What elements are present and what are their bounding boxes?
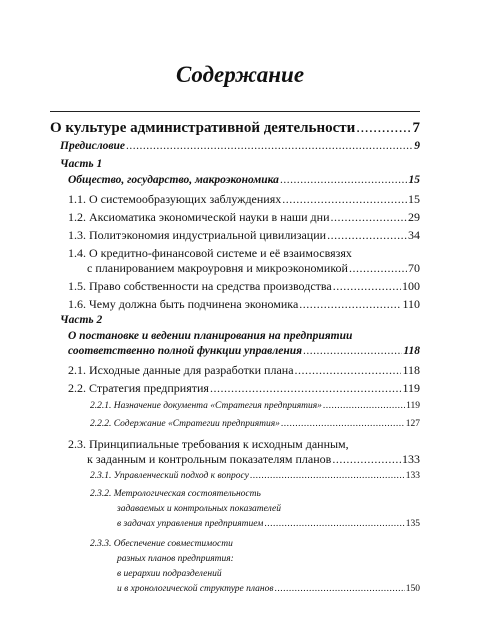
toc-entry-line: 2.3.3. Обеспечение совместимости [90, 539, 233, 549]
toc-entry[interactable] [68, 382, 420, 394]
leader-dots [333, 280, 401, 292]
toc-entry[interactable] [87, 262, 420, 274]
toc-entry-line: 2.3. Принципиальные требования к исходным данным, [68, 437, 349, 451]
toc-page-number: 9 [414, 140, 420, 152]
toc-entry-text: 2.1. Исходные данные для разработки плана [68, 363, 294, 377]
toc-page-number: 110 [402, 297, 420, 311]
leader-dots [303, 346, 402, 358]
toc-entry[interactable] [68, 298, 420, 310]
toc-page-number: 127 [405, 419, 420, 429]
toc-entry[interactable] [68, 280, 420, 292]
toc-subentry[interactable] [117, 585, 420, 595]
leader-dots [331, 211, 407, 223]
toc-page-number: 70 [408, 261, 420, 275]
toc-entry-text: Общество, государство, макроэкономика [68, 174, 279, 186]
top-rule [50, 111, 420, 112]
leader-dots [264, 520, 404, 530]
leader-dots [332, 453, 401, 465]
toc-page-number: 118 [402, 363, 420, 377]
toc-page-number: 150 [405, 584, 420, 594]
toc-entry[interactable] [68, 364, 420, 376]
toc-entry-line: в иерархии подразделений [117, 569, 222, 579]
part-label: Часть 1 [60, 158, 103, 170]
toc-entry-text: к заданным и контрольным показателям планов [87, 452, 332, 466]
toc-entry-line: 1.4. О кредитно-финансовой системе и её взаимосвязях [68, 246, 352, 260]
toc-entry-line: О постановке и ведении планирования на предприятии [68, 330, 353, 342]
toc-page-number: 100 [402, 279, 420, 293]
toc-entry-text: Предисловие [60, 140, 126, 152]
leader-dots [281, 420, 405, 430]
toc-entry-line: 2.3.2. Метрологическая состоятельность [90, 489, 261, 499]
toc-entry-part2-heading[interactable] [68, 346, 420, 358]
toc-entry[interactable] [87, 453, 420, 465]
toc-subentry[interactable] [90, 420, 420, 430]
toc-entry-text: О культуре административной деятельности [50, 120, 356, 136]
toc-entry-part1-heading[interactable] [68, 175, 420, 187]
toc-entry-text: 2.2. Стратегия предприятия [68, 381, 209, 395]
toc-subentry[interactable] [117, 520, 420, 530]
toc-entry-text: и в хронологической структуре планов [117, 584, 274, 594]
toc-page-number: 29 [408, 210, 420, 224]
toc-entry-text: 2.2.2. Содержание «Стратегии предприятия» [90, 419, 280, 429]
toc-entry-line: разных планов предприятия: [117, 554, 234, 564]
toc-entry-preface[interactable] [60, 141, 420, 153]
toc-entry-text: с планированием макроуровня и микроэкономикой [87, 261, 348, 275]
leader-dots [356, 121, 411, 136]
toc-page-number: 119 [402, 381, 420, 395]
toc-entry-text: 1.1. О системообразующих заблуждениях [68, 192, 282, 206]
toc-entry-text: в задачах управления предприятием [117, 519, 264, 529]
toc-entry-line: задаваемых и контрольных показателей [117, 504, 281, 514]
leader-dots [349, 262, 407, 274]
leader-dots [327, 229, 407, 241]
toc-page-number: 133 [405, 471, 420, 481]
toc-entry-text: 1.6. Чему должна быть подчинена экономика [68, 297, 299, 311]
toc-page-number: 119 [406, 401, 420, 411]
toc-entry-text: 1.5. Право собственности на средства производства [68, 279, 332, 293]
leader-dots [126, 141, 413, 153]
toc-entry-text: 2.3.1. Управленческий подход к вопросу [90, 471, 249, 481]
leader-dots [250, 472, 405, 482]
leader-dots [295, 364, 402, 376]
page-title: Содержание [175, 62, 305, 87]
toc-subentry[interactable] [90, 472, 420, 482]
toc-entry-text: 2.2.1. Назначение документа «Стратегия предприятия» [90, 401, 322, 411]
leader-dots [274, 585, 404, 595]
toc-entry[interactable] [68, 229, 420, 241]
toc-page-number: 135 [405, 519, 420, 529]
toc-page-number: 133 [402, 452, 420, 466]
part-label: Часть 2 [60, 314, 103, 326]
toc-page-number: 15 [408, 174, 420, 186]
toc-entry-text: 1.2. Аксиоматика экономической науки в наши дни [68, 210, 330, 224]
toc-page-number: 34 [408, 228, 420, 242]
leader-dots [282, 193, 407, 205]
toc-page-number: 118 [403, 345, 420, 357]
leader-dots [210, 382, 402, 394]
toc-subentry[interactable] [90, 402, 420, 412]
toc-entry-text: 1.3. Политэкономия индустриальной цивилизации [68, 228, 327, 242]
toc-entry-text: соответственно полной функции управления [68, 345, 303, 357]
toc-entry[interactable] [68, 193, 420, 205]
toc-entry[interactable] [68, 211, 420, 223]
leader-dots [323, 402, 405, 412]
toc-page-number: 15 [408, 192, 420, 206]
toc-page-number: 7 [412, 120, 420, 136]
leader-dots [299, 298, 401, 310]
toc-entry-main[interactable] [50, 121, 420, 136]
leader-dots [280, 175, 408, 187]
